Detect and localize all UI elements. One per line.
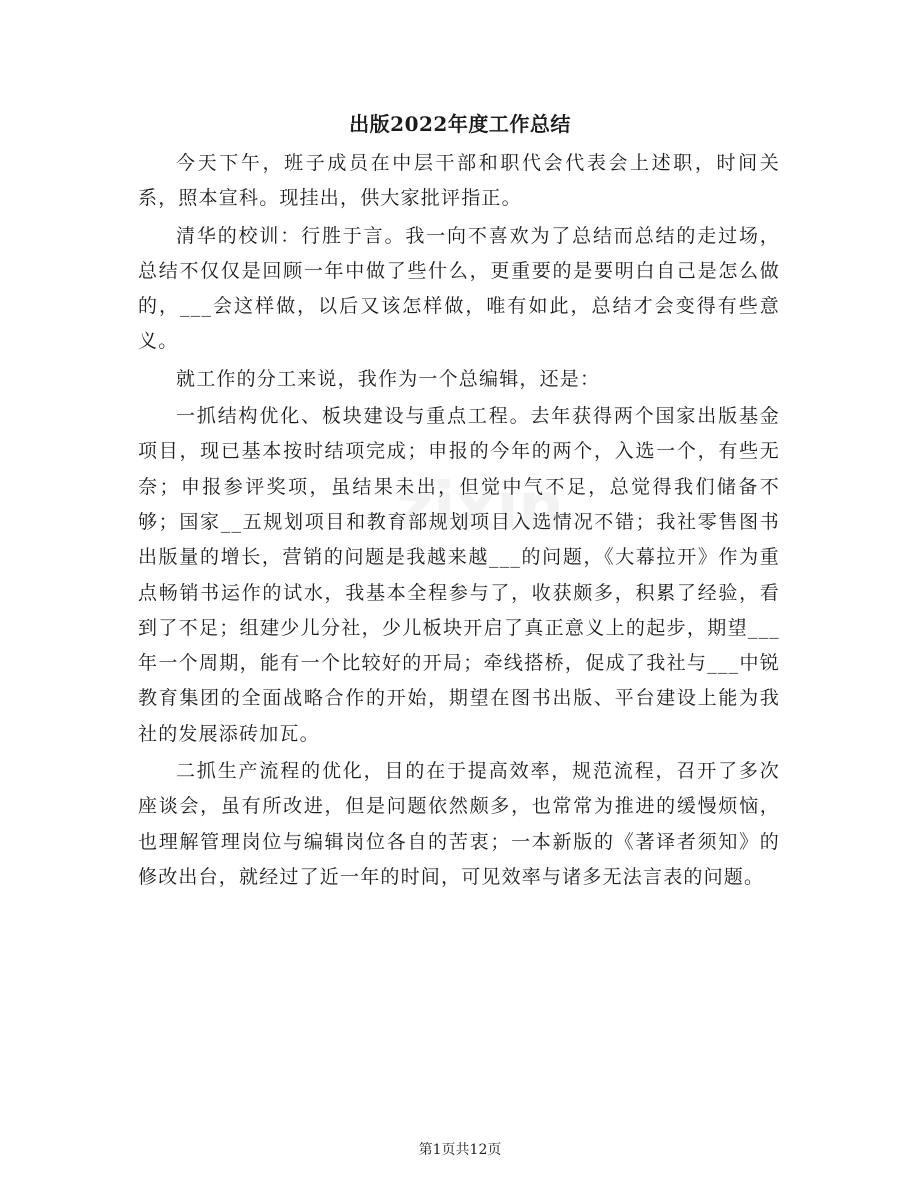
paragraph-division: 就工作的分工来说，我作为一个总编辑，还是： bbox=[176, 367, 601, 390]
document-title: 出版2022年度工作总结 bbox=[349, 112, 571, 136]
page-footer: 第1页共12页 bbox=[418, 1142, 502, 1158]
paragraph-structure: 一抓结构优化、板块建设与重点工程。去年获得两个国家出版基金项目，现已基本按时结项完成；申报的今年的两个，入选一个，有些无奈；申报参评奖项，虽结果未出，但觉中气不足，总觉得我们储备不够；国家__五规划项目和教育部规划项目入选情况不错；我社零售图书出版量的增长，营销的问题是我越来越___的问题，《大幕拉开》作为重点畅销书运作的试水，我基本全程参与了，收获颇多，积累了经验，看到了不足；组建少儿分社，少儿板块开启了真正意义上的起步，期望___年一个周期，能有一个比较好的开局；牵线搭桥，促成了我社与___中锐教育集团的全面战略合作的开始，期望在图书出版、平台建设上能为我社的发展添砖加瓦。 bbox=[138, 405, 780, 745]
paragraph-motto: 清华的校训：行胜于言。我一向不喜欢为了总结而总结的走过场，总结不仅仅是回顾一年中做了些什么，更重要的是要明白自己是怎么做的，___会这样做，以后又该怎样做，唯有如此，总结才会变得有些意义。 bbox=[138, 224, 780, 353]
paragraph-intro: 今天下午，班子成员在中层干部和职代会代表会上述职，时间关系，照本宣科。现挂出，供大家批评指正。 bbox=[138, 152, 780, 210]
document-body bbox=[138, 146, 780, 897]
paragraph-process: 二抓生产流程的优化，目的在于提高效率，规范流程，召开了多次座谈会，虽有所改进，但是问题依然颇多，也常常为推进的缓慢烦恼，也理解管理岗位与编辑岗位各自的苦衷；一本新版的《著译者须知》的修改出台，就经过了近一年的时间，可见效率与诸多无法言表的问题。 bbox=[138, 760, 780, 888]
watermark: zixin bbox=[396, 470, 564, 544]
